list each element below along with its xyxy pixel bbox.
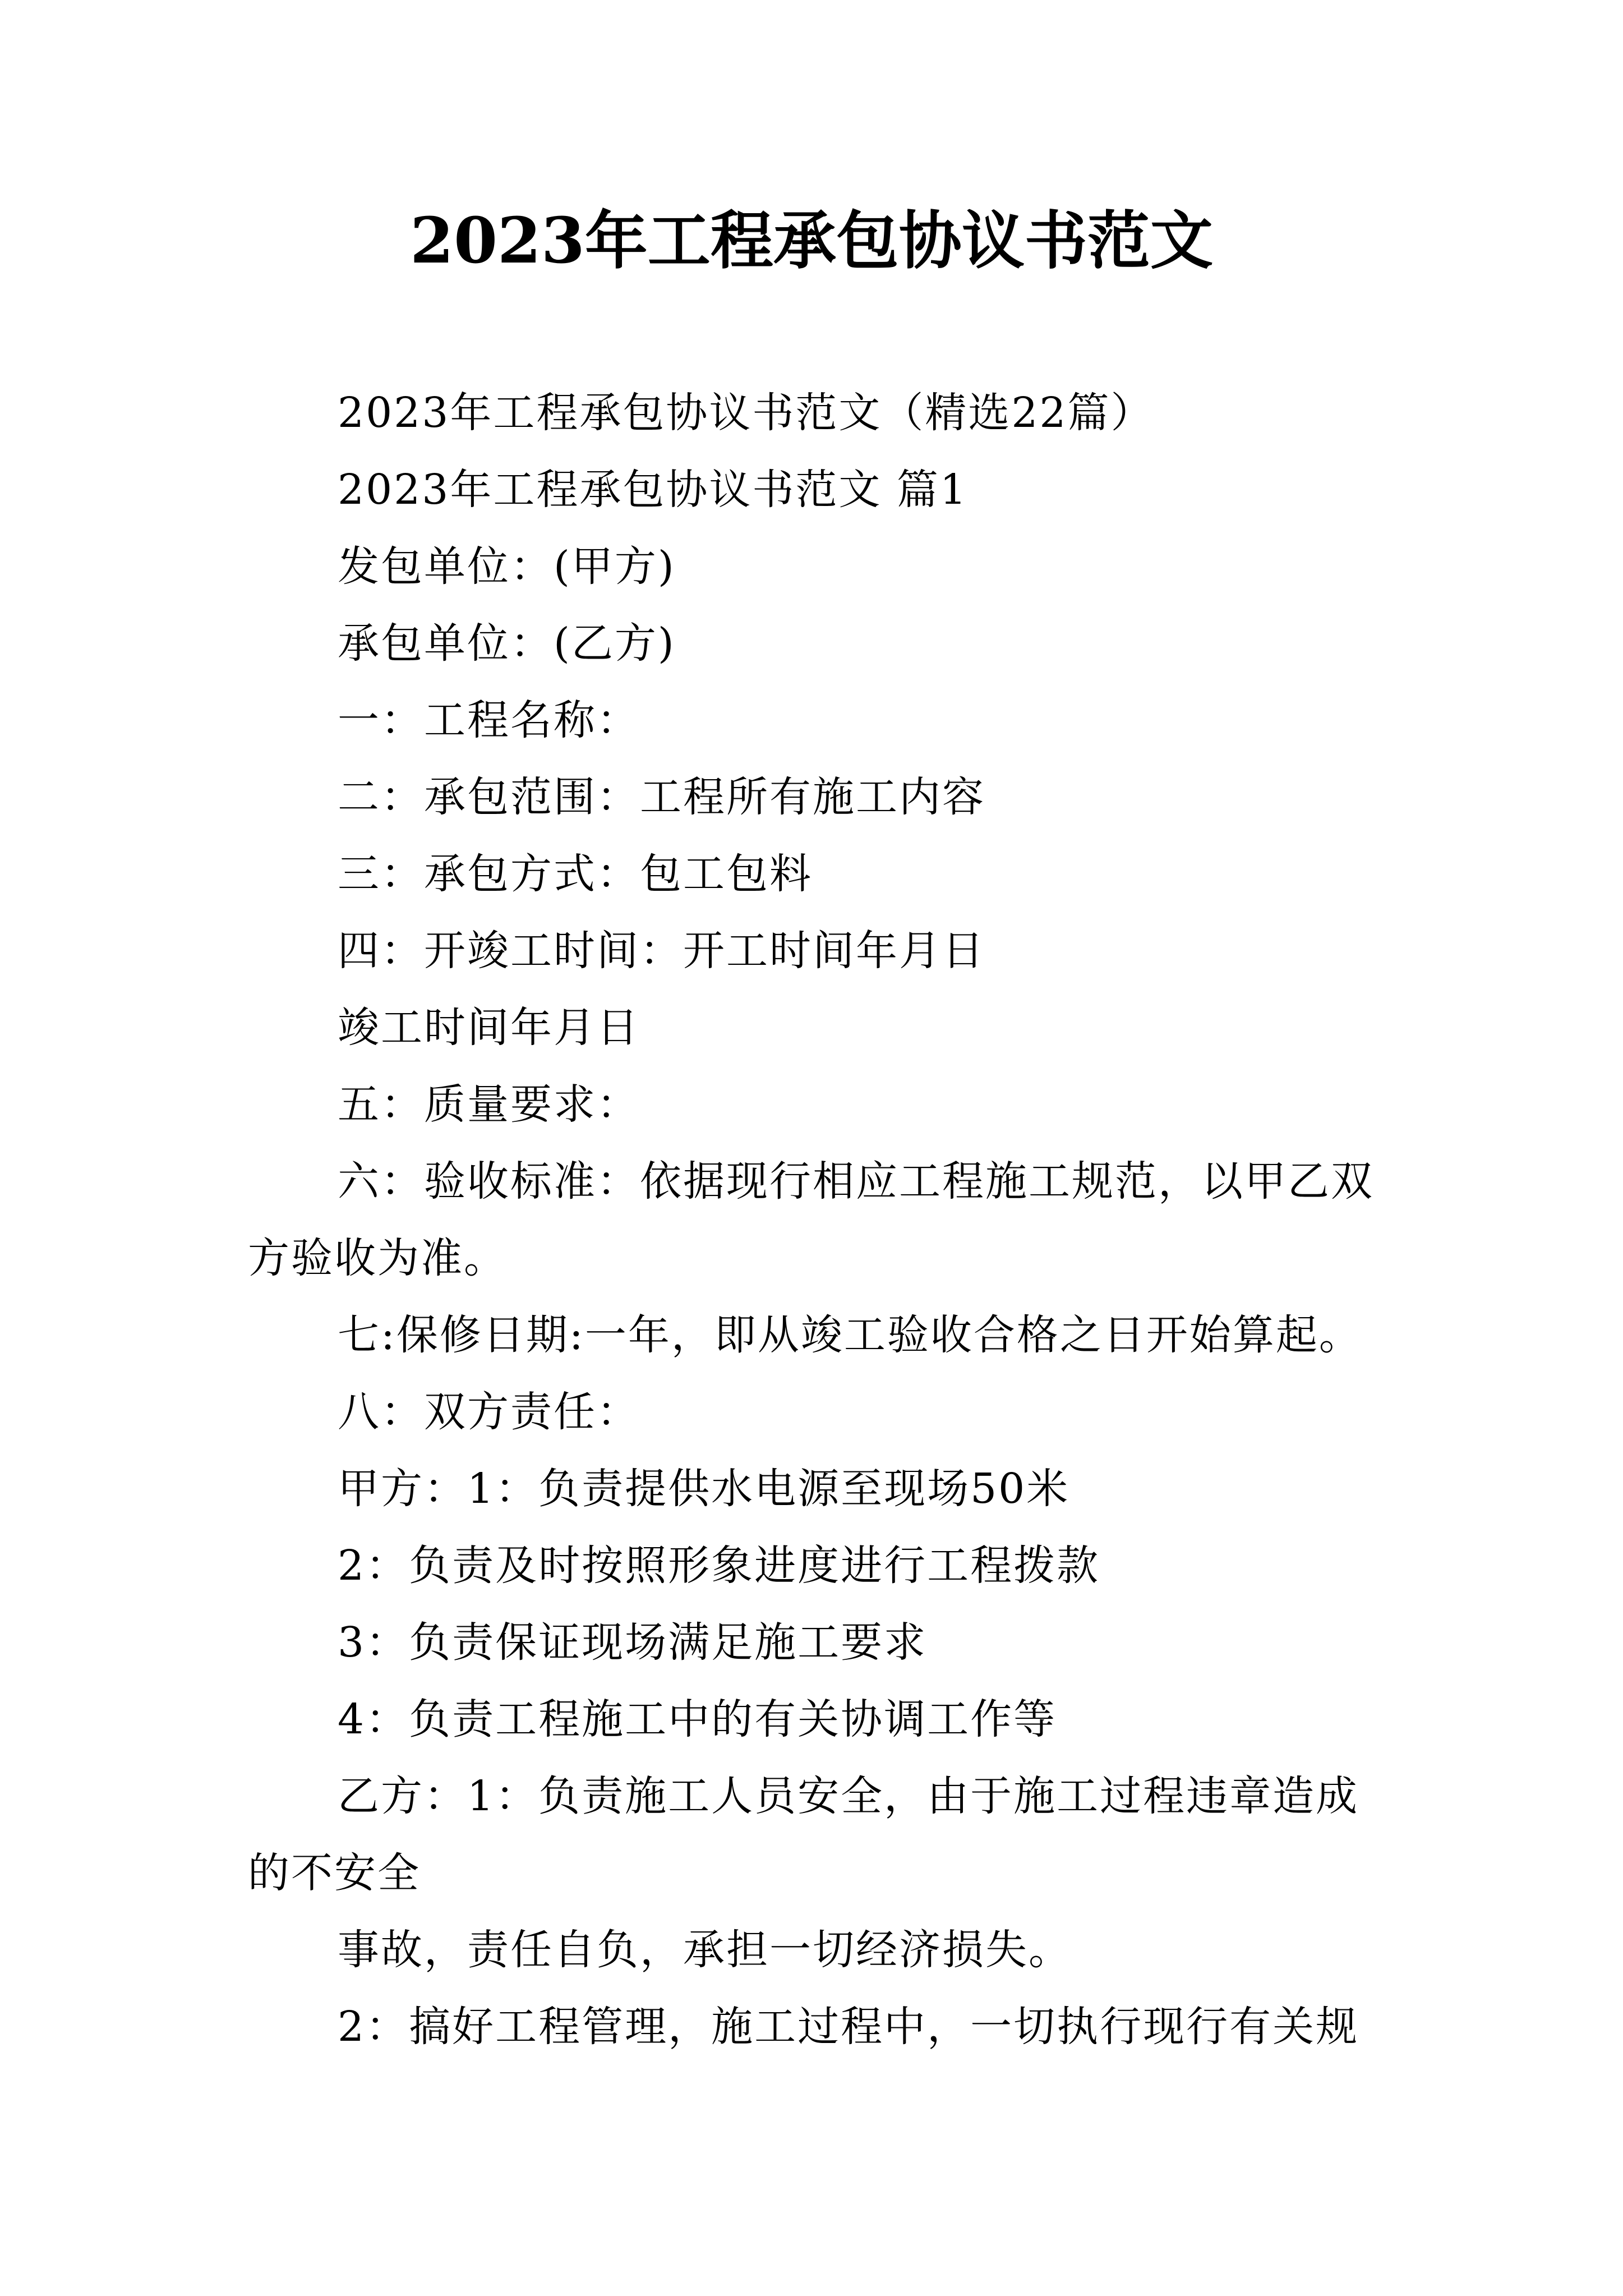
paragraph: 甲方：1：负责提供水电源至现场50米 [338, 1465, 1070, 1513]
document-title: 2023年工程承包协议书范文 [410, 204, 1213, 278]
paragraph: 三：承包方式：包工包料 [338, 850, 813, 898]
document-body [248, 375, 1375, 2065]
paragraph: 3：负责保证现场满足施工要求 [338, 1618, 928, 1667]
paragraph: 八：双方责任： [338, 1388, 640, 1436]
paragraph: 六：验收标准：依据现行相应工程施工规范，以甲乙双方验收为准。 [248, 1157, 1374, 1282]
paragraph: 七:保修日期:一年，即从竣工验收合格之日开始算起。 [338, 1311, 1362, 1359]
paragraph: 乙方：1：负责施工人员安全，由于施工过程违章造成的不安全 [248, 1772, 1359, 1897]
paragraph: 一：工程名称： [338, 696, 640, 744]
paragraph: 发包单位：(甲方) [338, 542, 676, 591]
paragraph: 竣工时间年月日 [338, 1004, 640, 1052]
paragraph: 4：负责工程施工中的有关协调工作等 [338, 1695, 1057, 1743]
paragraph: 四：开竣工时间：开工时间年月日 [338, 927, 985, 975]
paragraph: 二：承包范围：工程所有施工内容 [338, 773, 985, 821]
paragraph: 2023年工程承包协议书范文（精选22篇） [338, 389, 1154, 437]
paragraph: 承包单位：(乙方) [338, 619, 676, 668]
paragraph: 2023年工程承包协议书范文 篇1 [338, 466, 968, 514]
paragraph: 五：质量要求： [338, 1080, 640, 1129]
paragraph: 事故，责任自负，承担一切经济损失。 [338, 1926, 1072, 1974]
paragraph: 2：负责及时按照形象进度进行工程拨款 [338, 1542, 1100, 1590]
paragraph: 2：搞好工程管理，施工过程中，一切执行现行有关规 [338, 2003, 1359, 2051]
